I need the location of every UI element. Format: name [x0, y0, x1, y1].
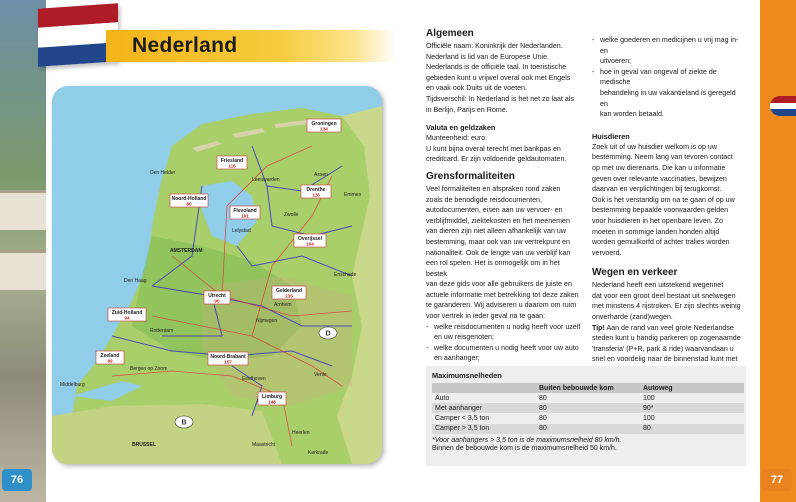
province-box-zeeland[interactable] — [96, 351, 124, 364]
city-label: Middelburg — [60, 382, 85, 388]
province-name: Limburg — [262, 394, 282, 400]
province-number: 80 — [186, 201, 192, 207]
section-heading-huisdieren: Huisdieren — [592, 131, 630, 141]
table-cell: 80 — [640, 424, 744, 434]
grens-checklist-continued — [592, 35, 744, 120]
province-box-friesland[interactable] — [217, 156, 247, 169]
province-box-overijssel[interactable] — [294, 234, 326, 247]
section-heading-valuta: Valuta en geldzaken — [426, 123, 496, 133]
city-label: Leeuwarden — [252, 177, 280, 183]
text-column-2 — [592, 35, 744, 376]
province-number: 90 — [214, 298, 220, 304]
province-box-utrecht[interactable] — [204, 291, 230, 304]
text-line: voor huisdieren in het openbare leven. Zo — [592, 216, 723, 225]
table-row — [432, 393, 744, 403]
belgium-area — [52, 404, 282, 464]
province-box-drenthe[interactable] — [301, 185, 331, 198]
province-name: Utrecht — [208, 293, 226, 299]
text-line: 'transferia' (P+R, park & ride) waarvandaan u — [592, 344, 734, 353]
province-number: 126 — [312, 192, 320, 198]
city-label: AMSTERDAM — [170, 248, 203, 254]
list-item: - welke reisdocumenten u nodig heeft voor uzelf en uw reisgenoten; — [426, 322, 582, 343]
province-name: Flevoland — [233, 208, 257, 214]
built-up-area-note: Binnen de bebouwde kom is de maximumsnelheid 50 km/h. — [432, 444, 617, 452]
table-cell: 100 — [643, 394, 655, 402]
table-cell: 80 — [539, 414, 547, 422]
text-line: van dieren zijn niet alleen afhankelijk van uw — [426, 227, 566, 236]
table-cell: 80 — [539, 394, 547, 402]
city-label: Bergen op Zoom — [130, 366, 168, 372]
city-label: Kerkrade — [308, 450, 329, 456]
algemeen-text — [426, 41, 582, 115]
table-cell: Met aanhanger — [432, 403, 536, 413]
tent-graphic — [0, 190, 46, 230]
text-line: snel en voordelig naar de binnenstad kunt met — [592, 355, 738, 364]
table-cell: Camper > 3,5 ton — [432, 424, 536, 434]
province-name: Groningen — [311, 121, 337, 127]
country-title-bar — [106, 30, 396, 62]
city-label: BRUSSEL — [132, 442, 156, 448]
trailer-footnote: *Voor aanhangers > 3,5 ton is de maximumsnelheid 80 km/h. — [432, 436, 622, 444]
city-label: Heerlen — [292, 430, 310, 436]
country-tag-belgium — [175, 416, 193, 428]
province-box-noord-holland[interactable] — [170, 194, 208, 207]
tent-graphic — [0, 250, 46, 290]
column-header: Autoweg — [640, 383, 744, 393]
table-row — [432, 403, 744, 413]
province-name: Gelderland — [275, 288, 303, 294]
right-orange-strip — [760, 0, 796, 502]
city-label: Assen — [314, 172, 328, 178]
province-box-flevoland[interactable] — [230, 206, 260, 219]
text-line: te garanderen. Wij adviseren u daarom om ruim — [426, 301, 577, 310]
city-label: Rotterdam — [150, 328, 174, 334]
city-label: Arnhem — [274, 302, 292, 308]
page-number-right: 77 — [762, 469, 792, 491]
page-title: Nederland — [132, 34, 238, 57]
section-heading-algemeen: Algemeen — [426, 28, 474, 39]
text-line: worden gemuilkorfd of achter tralies worden — [592, 238, 730, 247]
province-number: 148 — [268, 399, 276, 405]
country-tag-label: D — [325, 330, 331, 338]
list-item: - welke goederen en medicijnen u vrij mag in- en uitvoeren; — [592, 35, 744, 67]
table-cell: 80 — [536, 403, 640, 413]
table-row — [432, 424, 744, 434]
text-line: een rol spelen. Het is onmogelijk om in het bestek — [426, 259, 560, 278]
speed-limits-box — [426, 366, 746, 466]
left-photo-strip — [0, 0, 46, 502]
province-number: 134 — [320, 126, 328, 132]
city-label: Maastricht — [252, 442, 276, 448]
province-number: 116 — [228, 163, 236, 169]
text-line: U kunt bijna overal terecht met bankpas en — [426, 144, 561, 153]
column-header — [432, 383, 536, 393]
text-line: nationaliteit. Ook de lengte van uw verblijf kan — [426, 248, 571, 257]
text-line: Zoek uit of uw huisdier welkom is op uw — [592, 142, 717, 151]
text-line: Aan de rand van veel grote Nederlandse — [604, 323, 734, 332]
table-cell: 80 — [536, 424, 640, 434]
province-box-groningen[interactable] — [307, 119, 341, 132]
netherlands-map[interactable] — [52, 86, 382, 464]
table-row — [432, 413, 744, 423]
country-tag-label: B — [181, 419, 187, 427]
grens-checklist — [426, 322, 582, 364]
city-label: Enschede — [334, 272, 357, 278]
text-line: in Berlijn, Parijs en Rome. — [426, 105, 508, 114]
list-item: - welke documenten u nodig heeft voor uw auto en aanhanger; — [426, 343, 582, 364]
province-number: 101 — [241, 213, 249, 219]
province-box-gelderland[interactable] — [272, 286, 306, 299]
text-line: moeten in sommige landen honden altijd — [592, 227, 720, 236]
text-line: Nederland is lid van de Europese Unie. — [426, 52, 550, 61]
text-line: Nederland heeft een uitstekend wegennet — [592, 281, 724, 290]
province-number: 89 — [107, 358, 113, 364]
section-heading-grensformaliteiten: Grensformaliteiten — [426, 170, 515, 182]
text-line: Tijdsverschil: In Nederland is het net zo laat als — [426, 94, 574, 103]
text-line: Munteenheid: euro. — [426, 134, 488, 143]
city-label: Nijmegen — [256, 318, 278, 324]
text-line: autodocumenten, eisen aan uw vervoer- en — [426, 206, 563, 215]
table-cell: 90* — [640, 403, 744, 413]
text-line: van deze gids voor alle gebruikers de juiste en — [426, 280, 572, 289]
text-line: met minstens 4 rijstroken. Er zijn slechts weinig — [592, 302, 741, 311]
city-label: Venlo — [314, 372, 327, 378]
valuta-text — [426, 133, 582, 165]
netherlands-flag-tab-icon — [770, 96, 796, 116]
province-box-zuid-holland[interactable] — [108, 308, 146, 321]
column-header: Buiten bebouwde kom — [536, 383, 640, 393]
text-line: Nederlands is de officiële taal. In toeristische — [426, 63, 567, 72]
province-number: 104 — [306, 241, 314, 247]
text-line: Ook is het verstandig om na te gaan of op uw — [592, 195, 735, 204]
province-box-limburg[interactable] — [258, 392, 286, 405]
text-line: steden kunt u handig parkeren op zogenaamde — [592, 334, 741, 343]
city-label: Eindhoven — [242, 376, 266, 382]
list-item: - hoe in geval van ongeval of ziekte de medische behandeling in uw vakantieland is geregeld en kan worden betaald. — [592, 67, 744, 120]
text-line: vervoerd. — [592, 248, 622, 257]
city-label: Emmen — [344, 192, 362, 198]
city-label: Den Haag — [124, 278, 147, 284]
section-heading-wegen: Wegen en verkeer — [592, 267, 678, 279]
province-name: Drenthe — [306, 187, 326, 193]
map-svg — [52, 86, 382, 464]
text-line: bestemming, maar ook van uw vertrekpunt en — [426, 237, 570, 246]
table-cell: 100 — [643, 414, 655, 422]
grens-text — [426, 184, 582, 322]
text-line: bestemming bepaalde voorwaarden gelden — [592, 206, 729, 215]
speed-limits-heading: Maximumsnelheden — [432, 371, 502, 380]
province-name: Zuid-Holland — [111, 310, 143, 316]
country-tag-germany — [319, 327, 337, 339]
table-cell: Auto — [435, 394, 450, 402]
text-line: Veel formaliteiten en afspraken rond zaken — [426, 184, 561, 193]
huisdieren-text — [592, 142, 744, 259]
text-line: Officiële naam: Koninkrijk der Nederlanden. — [426, 42, 563, 50]
table-header-row — [432, 383, 744, 393]
tip-label: Tip! — [592, 323, 605, 332]
text-line: onverharde (zand)wegen. — [592, 313, 673, 322]
text-line: geven over relevante vaccinaties, bewijzen — [592, 174, 727, 183]
text-line: dat voor een groot deel bestaat uit snelwegen — [592, 291, 736, 300]
text-line: voor vertrek in ieder geval na te gaan: — [426, 312, 546, 321]
province-name: Overijssel — [298, 236, 322, 242]
page-number-left: 76 — [2, 469, 32, 491]
text-line: actuele informatie met betrekking tot deze zaken — [426, 290, 579, 299]
speed-limits-table — [432, 383, 744, 434]
text-line: verblijfmiddel, ziektekosten en het meenemen — [426, 216, 570, 225]
text-column-1 — [426, 28, 582, 364]
city-label: Lelystad — [232, 228, 251, 234]
province-name: Noord-Holland — [171, 196, 207, 202]
province-name: Noord-Brabant — [210, 354, 246, 360]
province-number: 157 — [224, 359, 232, 365]
wegen-text — [592, 280, 744, 375]
text-line: daarvan en verplichtingen bij terugkomst. — [592, 185, 722, 194]
province-number: 135 — [285, 293, 293, 299]
text-line: op met uw dierenarts. Die kan u informatie — [592, 163, 726, 172]
city-label: Zwolle — [284, 212, 299, 218]
text-line: creditcard. Er zijn voldoende geldautomaten. — [426, 155, 567, 164]
text-line: bestemming. Neem lang van tevoren contact — [592, 153, 733, 162]
text-line: en vaak ook Duits uit de voeten. — [426, 84, 527, 93]
province-box-noord-brabant[interactable] — [208, 352, 248, 365]
province-name: Friesland — [220, 158, 244, 164]
table-cell: Camper < 3,5 ton — [435, 414, 490, 422]
text-line: zoals de benodigde reisdocumenten, — [426, 195, 542, 204]
province-name: Zeeland — [100, 353, 120, 359]
text-line: gebieden kunt u vrijwel overal ook met Engels — [426, 73, 571, 82]
city-label: Den Helder — [150, 170, 176, 176]
province-number: 94 — [124, 315, 130, 321]
